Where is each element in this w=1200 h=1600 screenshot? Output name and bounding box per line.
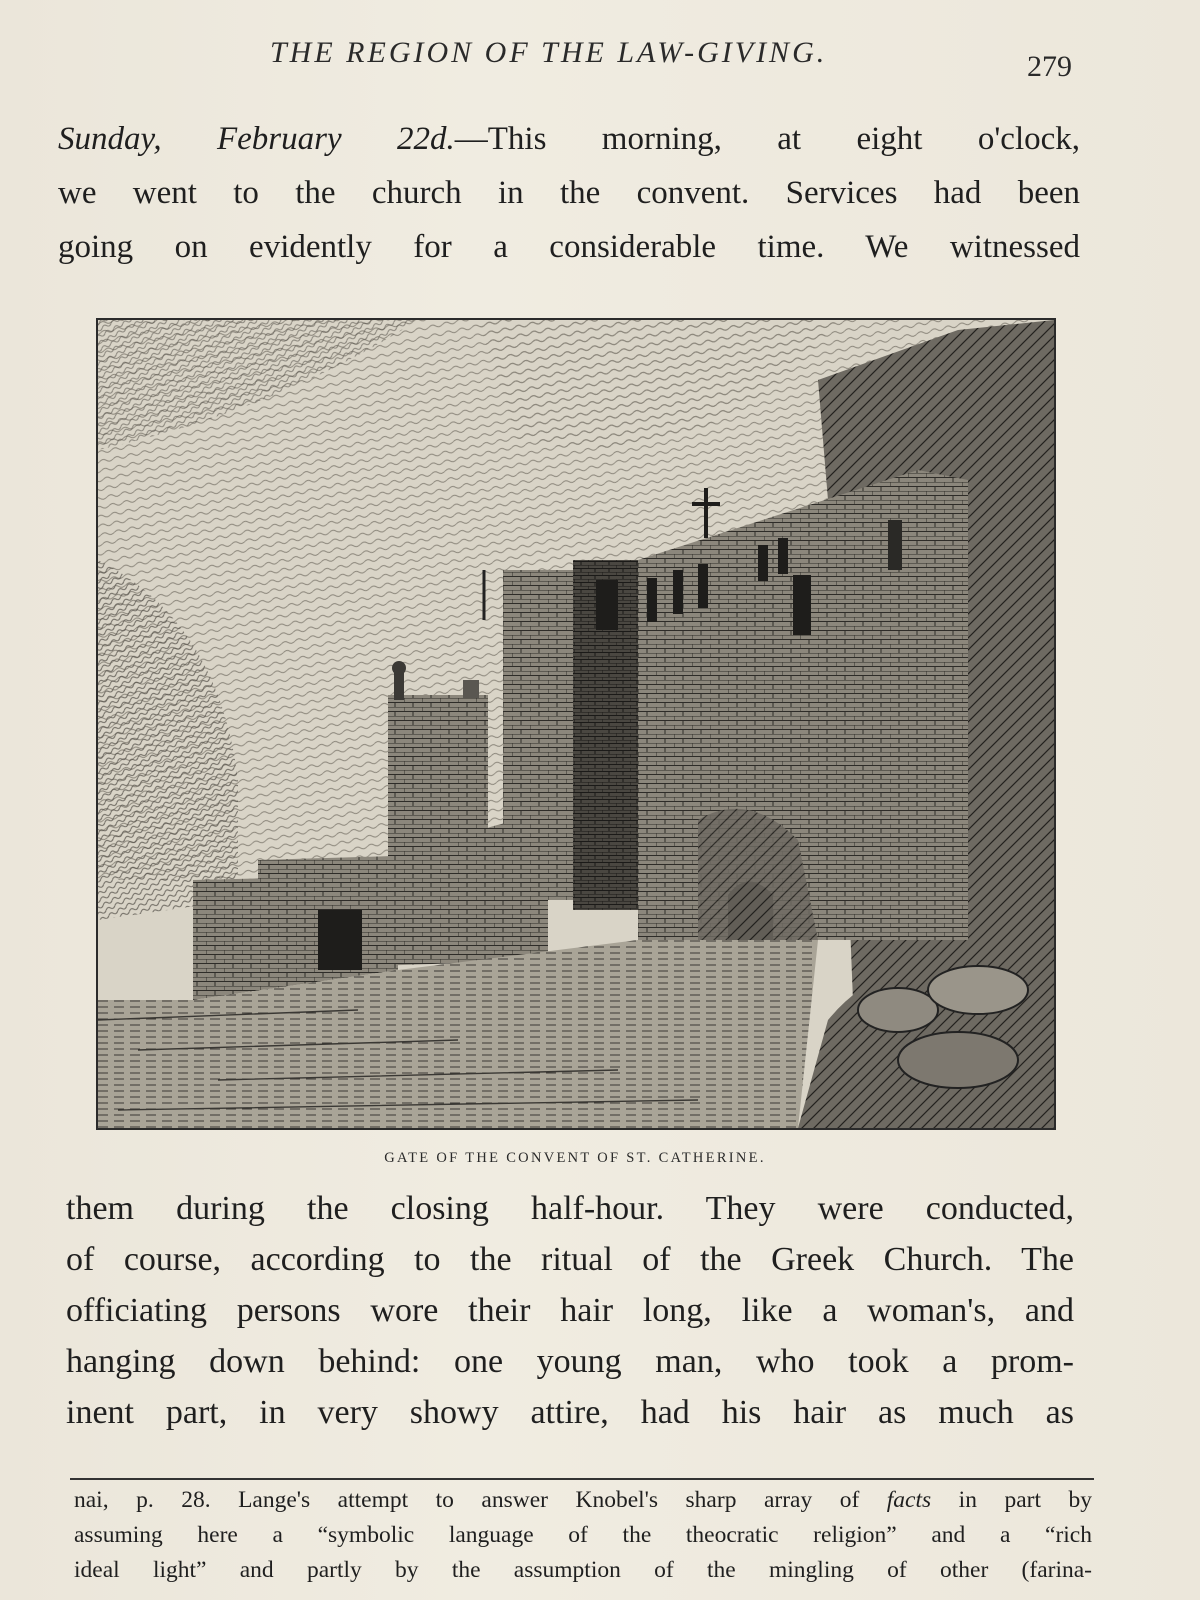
paragraph-line: of course, according to the ritual of the Greek Church. The — [66, 1241, 1074, 1278]
paragraph-line: officiating persons wore their hair long, like a woman's, and — [66, 1292, 1074, 1329]
running-head: THE REGION OF THE LAW-GIVING. — [270, 36, 828, 69]
footnote-italic-word: facts — [886, 1487, 932, 1513]
figure-caption: GATE OF THE CONVENT OF ST. CATHERINE. — [384, 1150, 766, 1166]
paragraph-line — [58, 112, 1080, 166]
page-number: 279 — [1027, 50, 1072, 83]
footnote-line: ideal light” and partly by the assumption of the mingling of other (farina- — [74, 1557, 1092, 1583]
engraving-illustration — [96, 318, 1056, 1130]
paragraph-line: we went to the church in the convent. Services had been — [58, 175, 1080, 211]
footnote-text: in part by — [931, 1487, 1092, 1513]
footnote-line — [74, 1483, 1092, 1518]
paragraph-line: inent part, in very showy attire, had his hair as much as — [66, 1394, 1074, 1431]
footnote-line: assuming here a “symbolic language of the theocratic religion” and a “rich — [74, 1522, 1092, 1548]
paragraph-line: going on evidently for a considerable time. We witnessed — [58, 229, 1080, 265]
footnote-divider — [70, 1478, 1094, 1480]
paragraph-line: hanging down behind: one young man, who took a prom- — [66, 1343, 1074, 1380]
bottom-paragraph — [66, 1183, 1074, 1438]
paragraph-line: them during the closing half-hour. They were conducted, — [66, 1190, 1074, 1227]
line-text: —This morning, at eight o'clock, — [454, 121, 1081, 157]
footnote-text: nai, p. 28. Lange's attempt to answer Knobel's sharp array of — [74, 1487, 887, 1513]
footnote — [74, 1483, 1092, 1588]
entry-date: Sunday, February 22d. — [58, 121, 455, 157]
top-paragraph — [58, 112, 1080, 274]
